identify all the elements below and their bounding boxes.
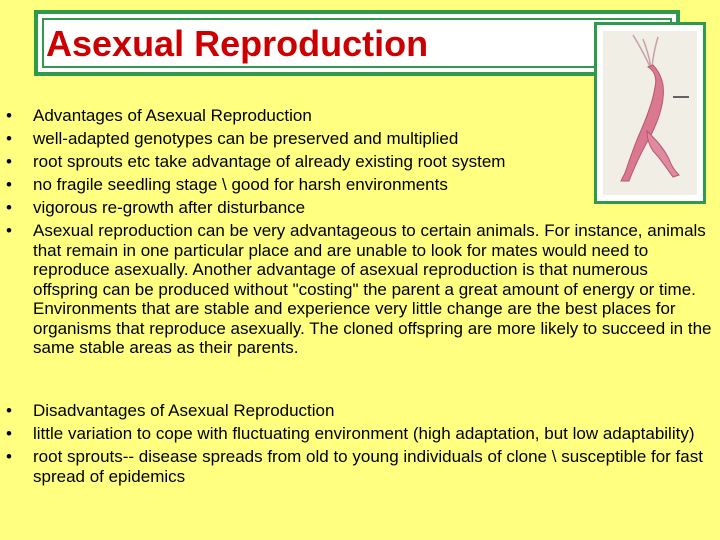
disadvantage-item: • little variation to cope with fluctuating environment (high adaptation, but low adaptability) — [6, 424, 714, 444]
advantages-heading: • Advantages of Asexual Reproduction — [6, 106, 714, 126]
advantage-item: • well-adapted genotypes can be preserved and multiplied — [6, 129, 714, 149]
slide-title: Asexual Reproduction — [46, 23, 429, 64]
disadvantages-list — [6, 401, 714, 490]
advantage-item: • vigorous re-growth after disturbance — [6, 198, 714, 218]
advantage-item: • root sprouts etc take advantage of already existing root system — [6, 152, 714, 172]
advantages-list — [6, 106, 714, 361]
disadvantages-heading: • Disadvantages of Asexual Reproduction — [6, 401, 714, 421]
advantage-paragraph: • Asexual reproduction can be very advantageous to certain animals. For instance, animals that remain in one particular place and are unable to look for mates would need to reproduce asexually. Another advantage of asexual reproduction is that numerous offspring can be produced without "costing" the parent a great amount of energy or time. Environments that are stable and experience very little change are the best places for organisms that reproduce asexually. The cloned offspring are more likely to succeed in the same stable areas as their parents. — [6, 221, 714, 358]
advantage-item: • no fragile seedling stage \ good for harsh environments — [6, 175, 714, 195]
title-box — [34, 10, 680, 76]
disadvantage-item: • root sprouts-- disease spreads from old to young individuals of clone \ susceptible for fast spread of epidemics — [6, 447, 714, 486]
